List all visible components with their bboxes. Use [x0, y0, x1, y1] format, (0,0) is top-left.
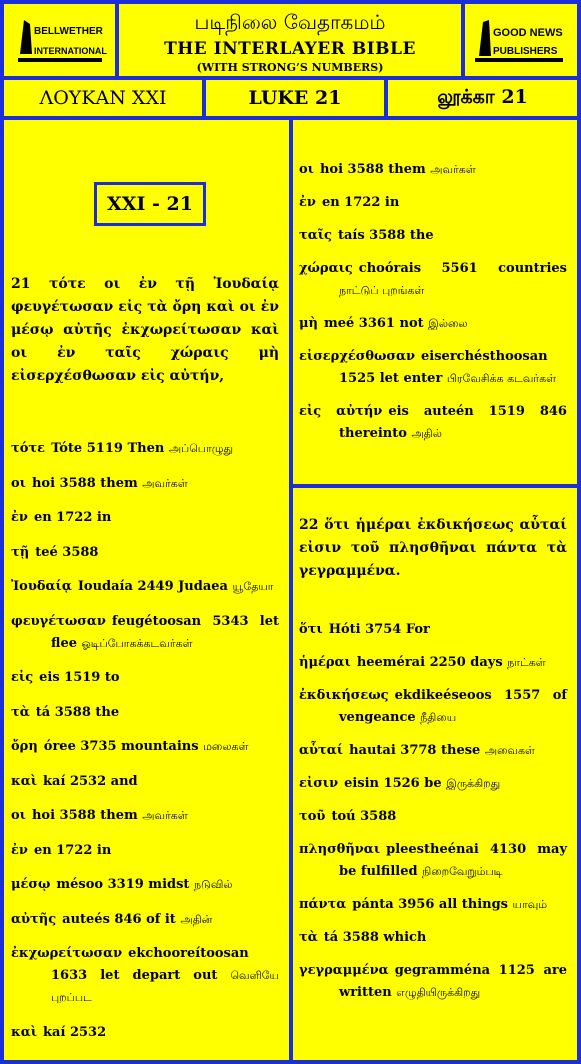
word-entry — [11, 943, 279, 1009]
word-entry — [11, 736, 279, 758]
greek-word: εἰς — [11, 670, 34, 685]
word-entry — [299, 313, 567, 335]
transliteration: toú 3588 — [331, 809, 397, 824]
right-top-word-list — [299, 159, 567, 456]
tamil-gloss: அதின் — [180, 912, 213, 926]
good-news-logo-line2: PUBLISHERS — [493, 46, 558, 57]
greek-word: τῇ — [11, 544, 30, 560]
word-entry — [299, 685, 567, 729]
tamil-gloss: வெளியே புறப்பட — [51, 969, 279, 1004]
transliteration: Hóti 3754 For — [328, 622, 430, 637]
tamil-gloss: அவர்கள் — [142, 809, 188, 822]
word-entry — [299, 652, 567, 674]
transliteration: choórais 5561 countries — [358, 261, 567, 276]
word-entry — [299, 773, 567, 795]
tamil-gloss: ஓடிப்போகக்கடவர்கள் — [81, 636, 193, 650]
bellwether-logo-line1: BELLWETHER — [33, 26, 103, 37]
greek-word: ἡμέραι — [299, 655, 351, 670]
greek-word: εἰσερχέσθωσαν — [299, 349, 416, 364]
word-entry — [11, 438, 279, 460]
tamil-gloss: அவர்கள் — [430, 163, 476, 176]
transliteration: meé 3361 not — [323, 316, 424, 331]
greek-word: τοῦ — [299, 809, 326, 824]
transliteration: tá 3588 which — [323, 930, 427, 945]
tamil-gloss: அவர்கள் — [142, 476, 188, 490]
greek-word: ἐκδικήσεως — [299, 688, 389, 703]
transliteration: teé 3588 — [35, 544, 99, 560]
transliteration: hautai 3778 these — [349, 743, 481, 758]
tamil-gloss: இருக்கிறது — [446, 777, 501, 790]
greek-word: τότε — [11, 441, 46, 456]
greek-word: ἐν — [11, 842, 28, 858]
greek-word: ἐν — [11, 510, 28, 525]
transliteration: en 1722 in — [321, 195, 400, 210]
transliteration: eis 1519 to — [39, 670, 120, 685]
word-entry — [11, 1022, 279, 1044]
word-entry — [11, 611, 279, 655]
transliteration: tá 3588 the — [35, 704, 120, 720]
word-entry — [299, 346, 567, 390]
right-bottom-word-list — [299, 619, 567, 1015]
transliteration: hoi 3588 them — [31, 475, 138, 491]
tamil-gloss: மலைகள் — [203, 740, 249, 753]
word-entry — [299, 927, 567, 949]
word-entry — [299, 401, 567, 445]
transliteration: en 1722 in — [33, 510, 112, 525]
greek-word: αὗταί — [299, 743, 344, 758]
transliteration: hoi 3588 them — [31, 808, 138, 823]
transliteration: en 1722 in — [33, 842, 112, 858]
transliteration: eisin 1526 be — [344, 776, 442, 791]
greek-word: εἰς αὐτήν — [299, 404, 383, 419]
greek-word: ἐκχωρείτωσαν — [11, 946, 123, 961]
word-entry — [299, 894, 567, 916]
word-entry — [299, 258, 567, 302]
verse-21-text: 21 τότε οι ἐν τῇ Ἰουδαίᾳ φευγέτωσαν εἰς τὰ ὄρη καὶ οι ἐν μέσῳ αὐτῆς ἐκχωρείτωσαν καὶ οι ἐν ταῖς χώραις μὴ εἰσερχέσθωσαν εἰς αὐτήν, — [11, 276, 279, 384]
tamil-gloss: பிரவேசிக்க கடவர்கள் — [446, 372, 557, 385]
word-entry — [299, 740, 567, 762]
title-english: THE INTERLAYER BIBLE — [164, 39, 416, 59]
transliteration: taís 3588 the — [337, 228, 434, 243]
good-news-logo-line1: GOOD NEWS — [493, 27, 563, 39]
transliteration: pleestheénai 4130 may be fulfilled — [339, 842, 567, 879]
word-entry — [299, 192, 567, 214]
word-entry — [11, 909, 279, 931]
tamil-gloss: அப்பொழுது — [168, 442, 234, 455]
transliteration: auteés 846 of it — [62, 911, 176, 927]
word-entry — [299, 619, 567, 641]
greek-word: τὰ — [11, 704, 30, 720]
greek-word: χώραις — [299, 261, 353, 276]
word-entry — [11, 576, 279, 598]
transliteration: eis auteén 1519 846 thereinto — [339, 404, 567, 441]
greek-word: καὶ — [11, 773, 38, 789]
greek-word: οι — [11, 808, 26, 823]
transliteration: ekdikeéseoos 1557 of vengeance — [339, 688, 567, 725]
word-entry — [11, 542, 279, 564]
tamil-gloss: நாட்கள் — [507, 656, 546, 669]
book-greek: ΛΟΥΚΑΝ XXI — [4, 80, 202, 116]
transliteration: Tóte 5119 Then — [51, 441, 165, 456]
tamil-gloss: நிறைவேறும்படி — [422, 865, 503, 878]
transliteration: feugétoosan 5343 let flee — [51, 613, 279, 651]
word-entry — [299, 960, 567, 1004]
tamil-gloss: நாட்டுப் புறங்கள் — [339, 284, 425, 297]
bellwether-logo — [4, 4, 115, 76]
greek-word: οι — [299, 162, 314, 177]
greek-word: αὐτῆς — [11, 911, 57, 927]
tamil-gloss: யூதேயா — [232, 580, 274, 593]
tamil-gloss: யாவும் — [512, 898, 548, 911]
tamil-gloss: நடுவில் — [193, 878, 233, 891]
greek-word: μέσῳ — [11, 877, 51, 892]
tamil-gloss: எழுதியிருக்கிறது — [396, 986, 481, 999]
greek-word: τὰ — [299, 930, 318, 945]
verse-22-text: 22 ὅτι ἡμέραι ἐκδικήσεως αὗταί εἰσιν τοῦ πλησθῆναι πάντα τὰ γεγραμμένα. — [299, 517, 567, 579]
word-entry — [11, 702, 279, 724]
transliteration: óree 3735 mountains — [43, 739, 199, 754]
transliteration: kaí 2532 and — [43, 773, 138, 789]
greek-word: καὶ — [11, 1024, 38, 1040]
word-entry — [11, 507, 279, 529]
left-word-list — [11, 438, 279, 1056]
greek-word: πάντα — [299, 897, 347, 912]
word-entry — [11, 667, 279, 689]
tamil-gloss: அதில் — [411, 427, 442, 440]
tamil-gloss: நீதியை — [420, 711, 457, 724]
word-entry — [11, 473, 279, 495]
greek-word: ὅτι — [299, 622, 323, 637]
title-subtitle: (WITH STRONG’S NUMBERS) — [196, 61, 384, 74]
good-news-logo — [465, 4, 577, 76]
greek-word: οι — [11, 475, 26, 491]
greek-word: ἐν — [299, 195, 316, 210]
word-entry — [299, 806, 567, 828]
tamil-gloss: அவைகள் — [484, 744, 535, 757]
bellwether-logo-line2: INTERNATIONAL — [33, 46, 107, 56]
transliteration: ekchooreítoosan 1633 let depart out — [51, 946, 249, 983]
transliteration: mésoo 3319 midst — [56, 877, 190, 892]
greek-word: εἰσιν — [299, 776, 339, 791]
title-block — [119, 4, 461, 76]
greek-word: φευγέτωσαν — [11, 613, 106, 629]
greek-word: ταῖς — [299, 228, 332, 243]
greek-word: γεγραμμένα — [299, 963, 389, 978]
greek-word: μὴ — [299, 316, 318, 331]
book-tamil: லூக்கா 21 — [388, 80, 577, 116]
title-tamil: படிநிலை வேதாகமம் — [194, 10, 386, 34]
transliteration: gegramména 1125 are written — [339, 963, 567, 1000]
transliteration: kaí 2532 — [43, 1024, 107, 1040]
greek-word: ὄρη — [11, 739, 38, 754]
transliteration: Ioudaía 2449 Judaea — [77, 579, 228, 594]
transliteration: hoi 3588 them — [319, 162, 426, 177]
transliteration: heemérai 2250 days — [356, 655, 503, 670]
word-entry — [11, 771, 279, 793]
transliteration: eiserchésthoosan 1525 let enter — [339, 349, 548, 386]
book-english: LUKE 21 — [206, 80, 384, 116]
word-entry — [11, 805, 279, 827]
word-entry — [11, 874, 279, 896]
word-entry — [299, 839, 567, 883]
word-entry — [299, 225, 567, 247]
tamil-gloss: இல்லை — [428, 317, 468, 330]
transliteration: pánta 3956 all things — [352, 897, 509, 912]
greek-word: Ἰουδαίᾳ — [11, 579, 72, 594]
word-entry — [11, 840, 279, 862]
chapter-label: XXI - 21 — [94, 182, 206, 226]
greek-word: πλησθῆναι — [299, 842, 381, 857]
word-entry — [299, 159, 567, 181]
